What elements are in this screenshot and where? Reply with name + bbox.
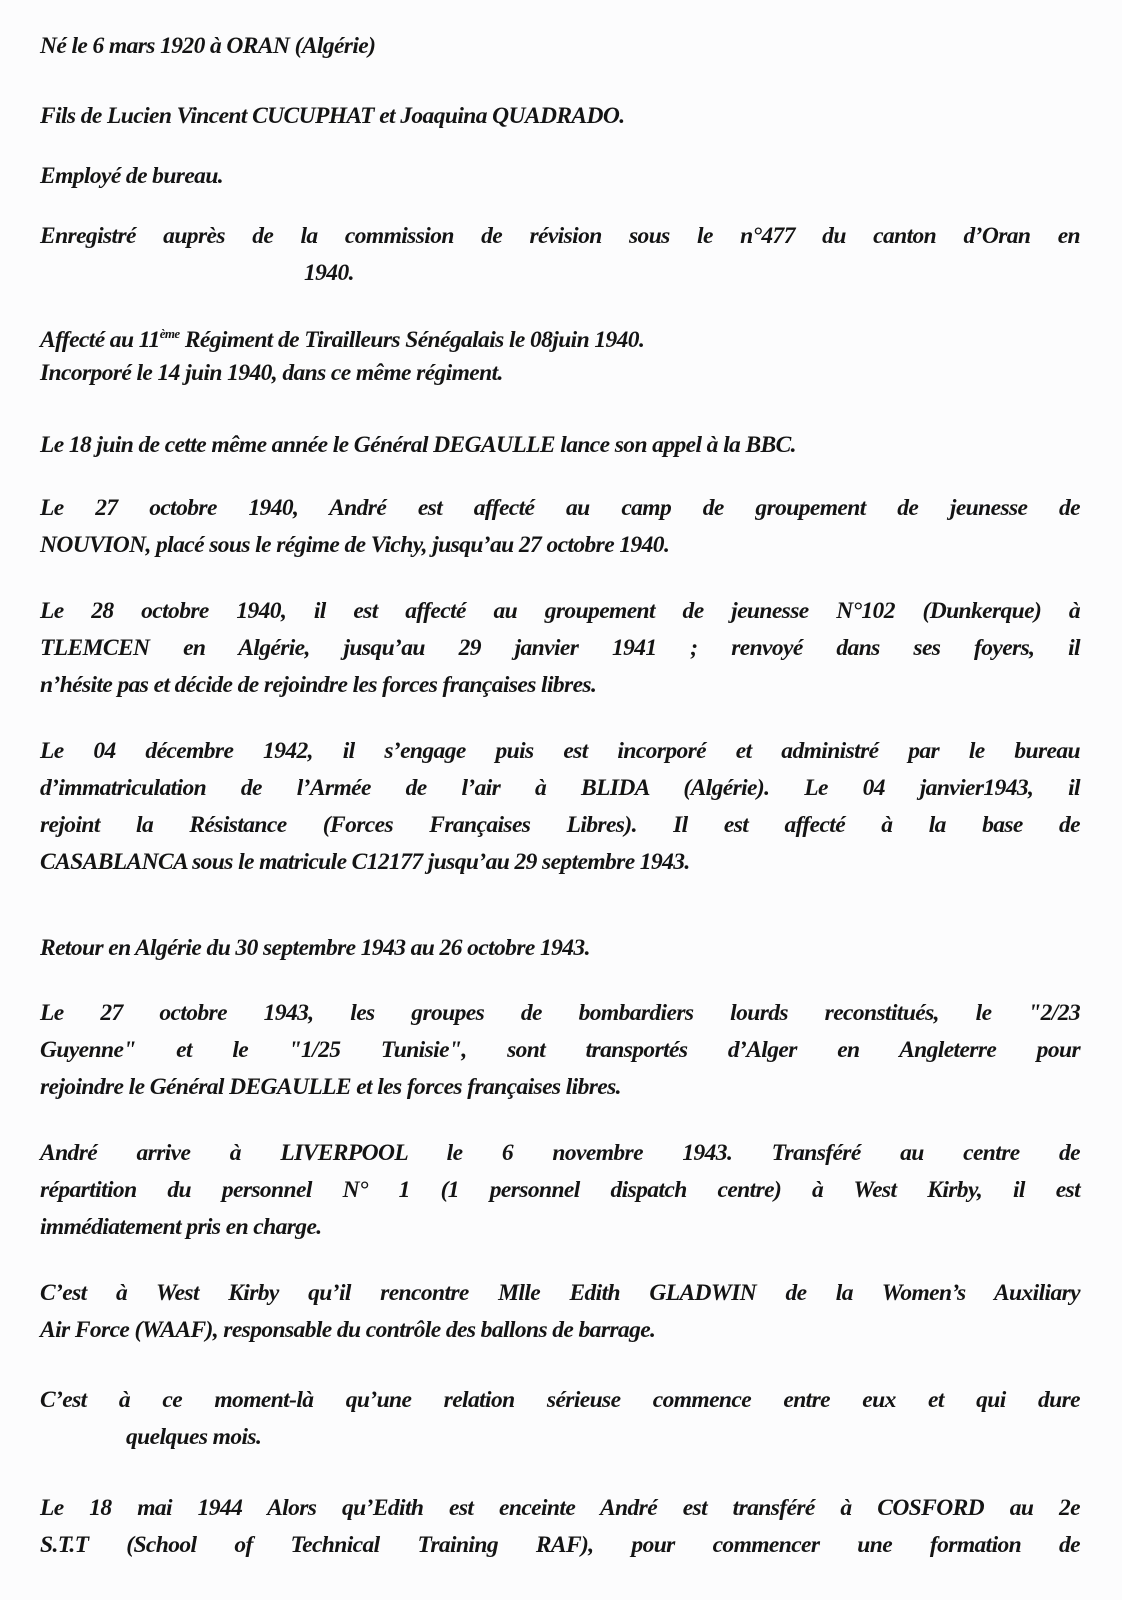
text-line: Le 04 décembre 1942, il s’engage puis est incorporé et administré par le bureau xyxy=(40,738,1080,764)
superscript: ème xyxy=(159,326,180,341)
text-line: Enregistré auprès de la commission de révision sous le n°477 du canton d’Oran en xyxy=(40,223,1080,249)
text-line: Incorporé le 14 juin 1940, dans ce même régiment. xyxy=(40,360,503,386)
paragraph-parents xyxy=(40,98,1080,135)
paragraph-relation xyxy=(40,1382,1080,1456)
text-line: Le 28 octobre 1940, il est affecté au groupement de jeunesse N°102 (Dunkerque) à xyxy=(40,598,1080,624)
text-line: immédiatement pris en charge. xyxy=(40,1214,322,1240)
paragraph-assignment xyxy=(40,322,1080,392)
text-line: répartition du personnel N° 1 (1 personnel dispatch centre) à West Kirby, il est xyxy=(40,1177,1080,1203)
text-line: quelques mois. xyxy=(126,1424,262,1450)
text-line: Employé de bureau. xyxy=(40,163,224,189)
text-line: n’hésite pas et décide de rejoindre les forces françaises libres. xyxy=(40,672,597,698)
paragraph-bombers xyxy=(40,995,1080,1106)
paragraph-tlemcen xyxy=(40,593,1080,704)
text-line: TLEMCEN en Algérie, jusqu’au 29 janvier 1941 ; renvoyé dans ses foyers, il xyxy=(40,635,1080,661)
text-line: Le 27 octobre 1940, André est affecté au camp de groupement de jeunesse de xyxy=(40,495,1080,521)
text-line: rejoint la Résistance (Forces Françaises Libres). Il est affecté à la base de xyxy=(40,812,1080,838)
paragraph-cosford xyxy=(40,1490,1080,1564)
text-line: Né le 6 mars 1920 à ORAN (Algérie) xyxy=(40,33,376,59)
text-line: rejoindre le Général DEGAULLE et les forces françaises libres. xyxy=(40,1074,621,1100)
paragraph-profession xyxy=(40,158,1080,195)
text-line: Fils de Lucien Vincent CUCUPHAT et Joaquina QUADRADO. xyxy=(40,103,625,129)
paragraph-appeal xyxy=(40,427,1080,464)
text-line: C’est à West Kirby qu’il rencontre Mlle Edith GLADWIN de la Women’s Auxiliary xyxy=(40,1280,1080,1306)
paragraph-birth xyxy=(40,28,1080,65)
paragraph-liverpool xyxy=(40,1135,1080,1246)
text-line: C’est à ce moment-là qu’une relation sérieuse commence entre eux et qui dure xyxy=(40,1387,1080,1413)
text-line: André arrive à LIVERPOOL le 6 novembre 1943. Transféré au centre de xyxy=(40,1140,1080,1166)
text-line: Le 27 octobre 1943, les groupes de bombardiers lourds reconstitués, le "2/23 xyxy=(40,1000,1080,1026)
text-line: Guyenne" et le "1/25 Tunisie", sont transportés d’Alger en Angleterre pour xyxy=(40,1037,1080,1063)
text-line: S.T.T (School of Technical Training RAF), pour commencer une formation de xyxy=(40,1532,1080,1558)
text-line: NOUVION, placé sous le régime de Vichy, jusqu’au 27 octobre 1940. xyxy=(40,532,670,558)
text-line: Le 18 juin de cette même année le Général DEGAULLE lance son appel à la BBC. xyxy=(40,432,796,458)
text-fragment: Affecté au 11 xyxy=(40,327,160,353)
text-line: Le 18 mai 1944 Alors qu’Edith est enceinte André est transféré à COSFORD au 2e xyxy=(40,1495,1080,1521)
paragraph-registration xyxy=(40,218,1080,292)
text-fragment: Régiment de Tirailleurs Sénégalais le 08juin 1940. xyxy=(179,327,645,353)
text-line: Air Force (WAAF), responsable du contrôle des ballons de barrage. xyxy=(40,1317,656,1343)
paragraph-nouvion xyxy=(40,490,1080,564)
text-line: d’immatriculation de l’Armée de l’air à BLIDA (Algérie). Le 04 janvier1943, il xyxy=(40,775,1080,801)
text-line: Retour en Algérie du 30 septembre 1943 au 26 octobre 1943. xyxy=(40,935,590,961)
paragraph-blida xyxy=(40,733,1080,881)
text-line: CASABLANCA sous le matricule C12177 jusqu’au 29 septembre 1943. xyxy=(40,849,690,875)
text-line xyxy=(40,322,1080,359)
paragraph-edith xyxy=(40,1275,1080,1349)
text-line: 1940. xyxy=(304,260,354,286)
paragraph-return xyxy=(40,930,1080,967)
